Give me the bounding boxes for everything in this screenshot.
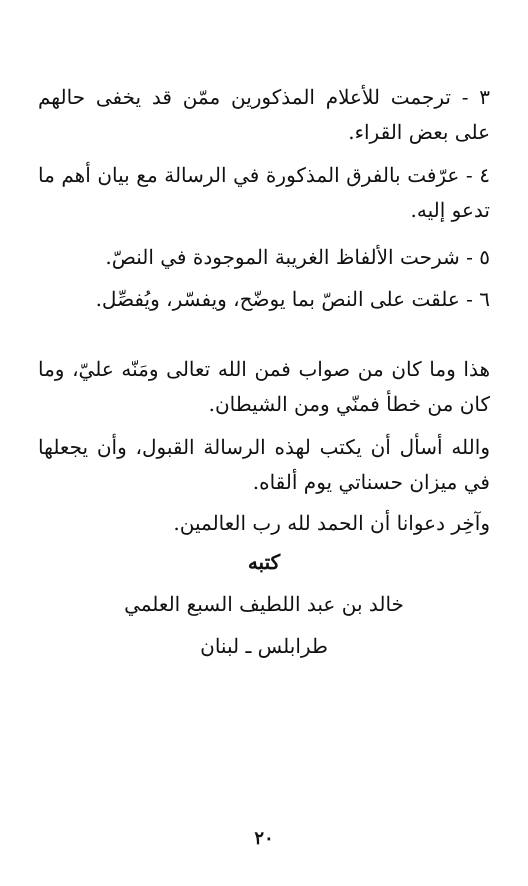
- author-name: خالد بن عبد اللطيف السبع العلمي: [124, 592, 404, 616]
- closing-paragraph: هذا وما كان من صواب فمن الله تعالى ومَنّه عليّ، وما كان من خطأ فمنّي ومن الشيطان.: [38, 357, 490, 416]
- list-item-4: ٤ - عرّفت بالفرق المذكورة في الرسالة مع بيان أهم ما تدعو إليه.: [38, 163, 490, 222]
- final-paragraph: وآخِر دعوانا أن الحمد لله رب العالمين.: [173, 511, 490, 535]
- list-item-3: ٣ - ترجمت للأعلام المذكورين ممّن قد يخفى حالهم على بعض القراء.: [38, 85, 490, 144]
- author-location: طرابلس ـ لبنان: [200, 634, 328, 658]
- prayer-paragraph: والله أسأل أن يكتب لهذه الرسالة القبول، وأن يجعلها في ميزان حسناتي يوم ألقاه.: [38, 435, 490, 494]
- list-item-6: ٦ - علقت على النصّ بما يوضّح، ويفسّر، ويُفصِّل.: [95, 287, 490, 311]
- list-item-5: ٥ - شرحت الألفاظ الغريبة الموجودة في النصّ.: [105, 245, 490, 269]
- signature-heading: كتبه: [247, 550, 281, 574]
- page-number: ٢٠: [254, 828, 274, 849]
